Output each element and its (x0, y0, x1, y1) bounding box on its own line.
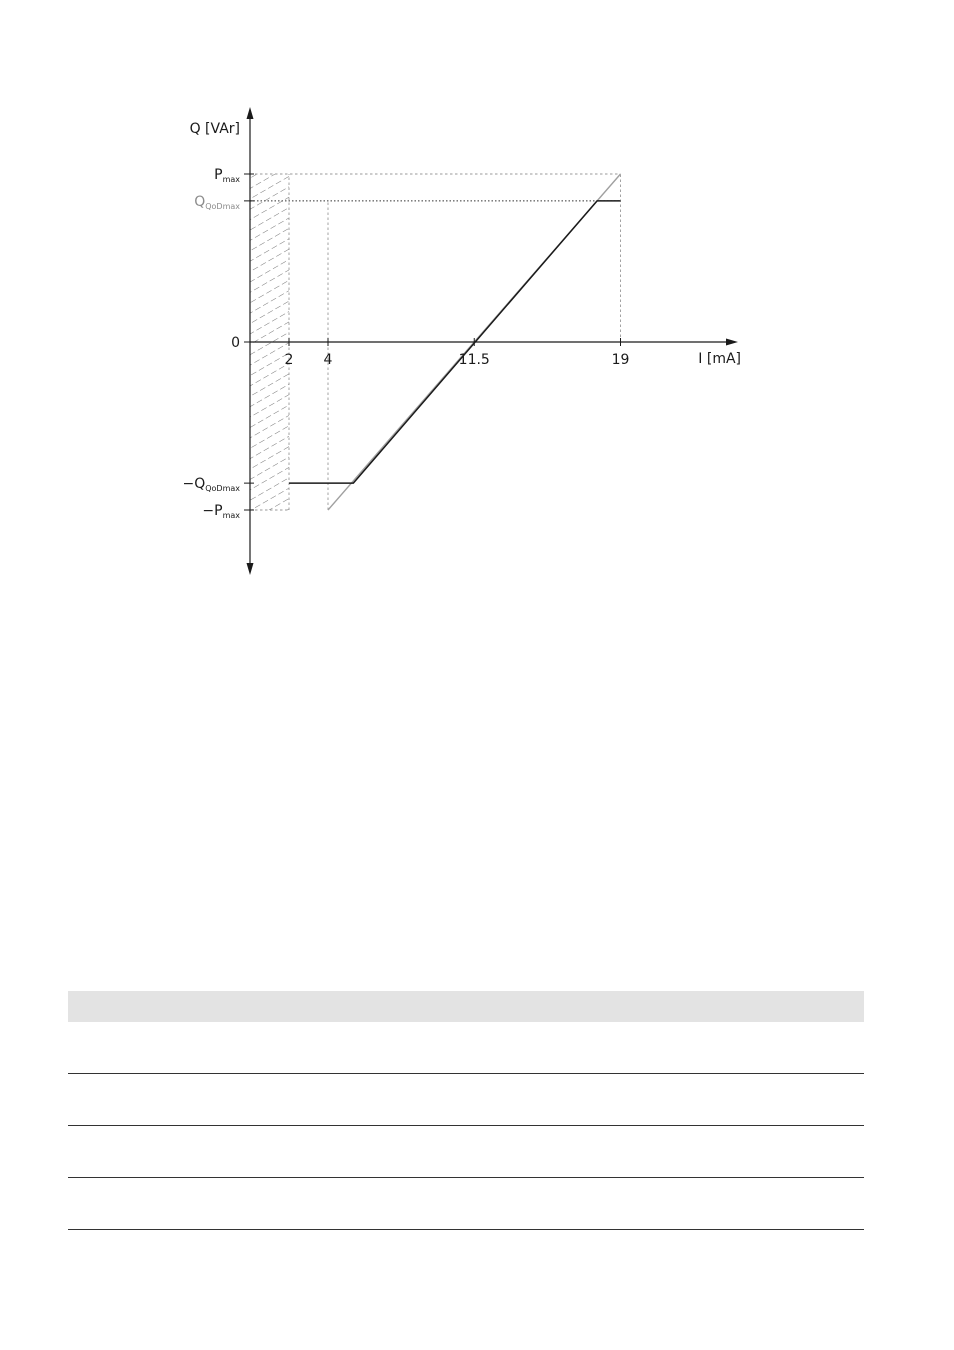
table-row (68, 1178, 864, 1230)
table-header-row (68, 991, 864, 1022)
y-tick-label: 0 (231, 335, 240, 351)
y-axis-arrow-down (247, 563, 254, 575)
y-tick-label: $P_{max}$ (214, 167, 240, 184)
y-tick-label: $Q_{QoDmax}$ (194, 193, 240, 211)
y-axis-arrow-up (247, 107, 254, 119)
x-axis-title: I [mA] (698, 351, 741, 367)
x-axis-arrow (726, 339, 738, 346)
y-axis-title: Q [VAr] (189, 121, 240, 137)
data-table (68, 991, 864, 1230)
table-row (68, 1022, 864, 1074)
table-row (68, 1074, 864, 1126)
table-row (68, 1126, 864, 1178)
y-tick-label: $-P_{max}$ (202, 503, 240, 520)
x-tick-label-11.5: 11.5 (458, 352, 490, 368)
x-tick-label-4: 4 (323, 352, 333, 368)
reactive-power-chart (0, 0, 954, 620)
x-tick-label-19: 19 (611, 352, 630, 368)
y-tick-label: $-Q_{QoDmax}$ (182, 476, 240, 494)
x-tick-label-2: 2 (284, 352, 294, 368)
